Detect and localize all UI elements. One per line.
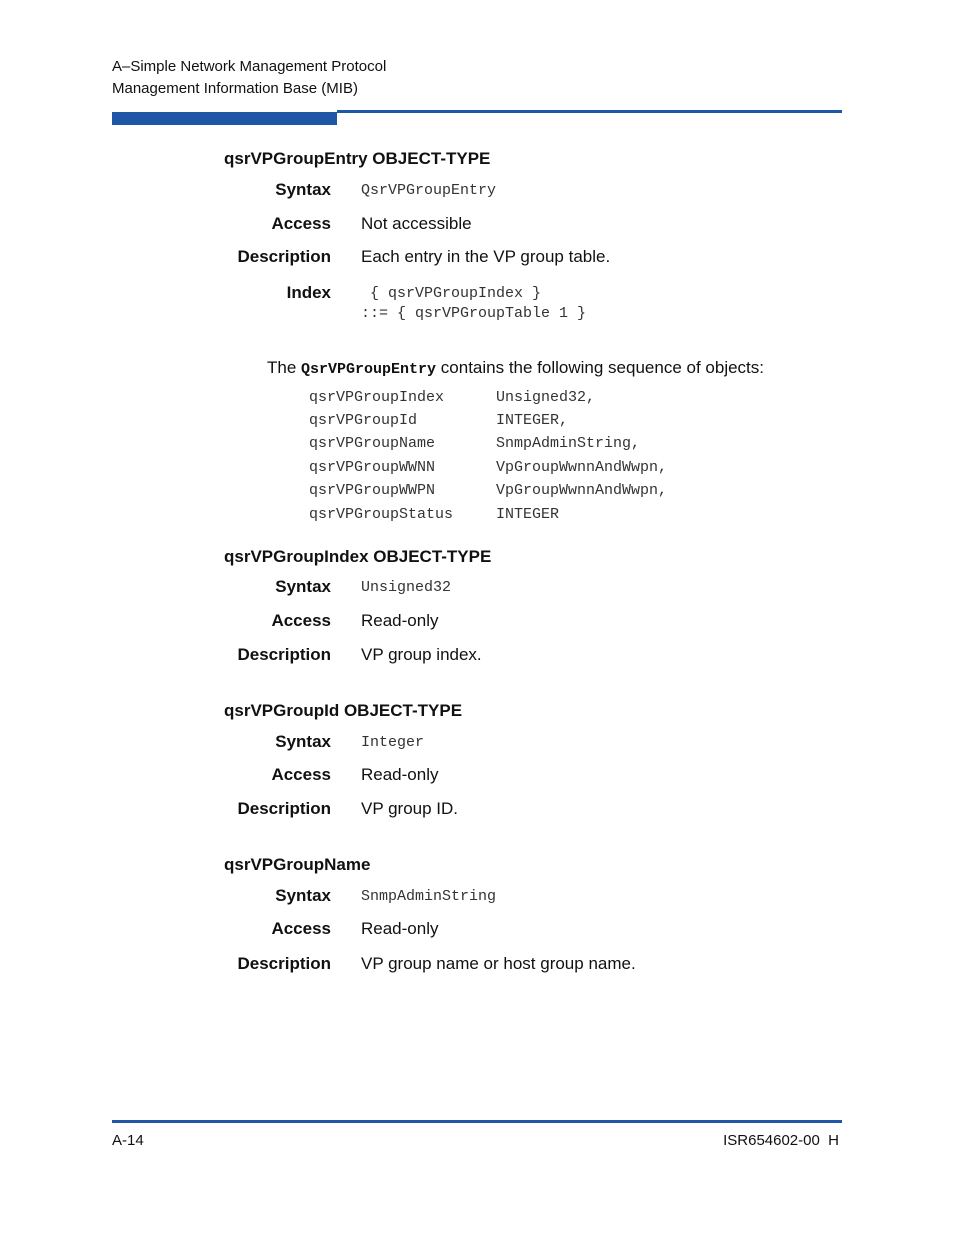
syntax-value: Unsigned32: [361, 579, 452, 596]
syntax-value: Integer: [361, 734, 425, 751]
footer-rule: [112, 1120, 842, 1123]
access-label: Access: [271, 765, 331, 784]
sequence-item-type: SnmpAdminString,: [496, 435, 641, 452]
sequence-intro: [267, 358, 764, 380]
description-label: Description: [237, 799, 331, 818]
running-header-section: Management Information Base (MIB): [112, 80, 358, 97]
section-title-vpgroupname: qsrVPGroupName: [224, 855, 371, 874]
header-rule: [337, 110, 842, 113]
access-value: Read-only: [361, 919, 439, 938]
syntax-label: Syntax: [275, 577, 331, 596]
sequence-item-name: qsrVPGroupName: [309, 435, 436, 452]
description-value: VP group index.: [361, 645, 482, 664]
sequence-item-name: qsrVPGroupWWNN: [309, 459, 436, 476]
page-number: A-14: [112, 1132, 144, 1149]
syntax-label: Syntax: [275, 886, 331, 905]
syntax-label: Syntax: [275, 732, 331, 751]
access-label: Access: [271, 214, 331, 233]
index-value-line1: { qsrVPGroupIndex }: [361, 285, 542, 302]
running-header-chapter: A–Simple Network Management Protocol: [112, 58, 387, 75]
description-label: Description: [237, 247, 331, 266]
description-label: Description: [237, 954, 331, 973]
sequence-item-type: VpGroupWwnnAndWwpn,: [496, 482, 668, 499]
intro-prefix: The: [267, 358, 302, 377]
index-value-line2: ::= { qsrVPGroupTable 1 }: [361, 305, 587, 322]
document-id: ISR654602-00 H: [723, 1132, 839, 1149]
access-value: Read-only: [361, 611, 439, 630]
sequence-item-name: qsrVPGroupWWPN: [309, 482, 436, 499]
syntax-label: Syntax: [275, 180, 331, 199]
description-value: Each entry in the VP group table.: [361, 247, 611, 266]
section-title-vpgroupid: qsrVPGroupId OBJECT-TYPE: [224, 701, 463, 720]
access-label: Access: [271, 919, 331, 938]
sequence-item-name: qsrVPGroupIndex: [309, 389, 445, 406]
sequence-item-type: Unsigned32,: [496, 389, 596, 406]
section-title-vpgroupindex: qsrVPGroupIndex OBJECT-TYPE: [224, 547, 492, 566]
sequence-item-type: INTEGER,: [496, 412, 569, 429]
intro-suffix: contains the following sequence of objects:: [436, 358, 764, 377]
sequence-item-name: qsrVPGroupStatus: [309, 506, 454, 523]
description-value: VP group name or host group name.: [361, 954, 636, 973]
intro-code: QsrVPGroupEntry: [301, 361, 437, 378]
sequence-item-type: INTEGER: [496, 506, 560, 523]
description-value: VP group ID.: [361, 799, 459, 818]
sequence-item-type: VpGroupWwnnAndWwpn,: [496, 459, 668, 476]
description-label: Description: [237, 645, 331, 664]
access-label: Access: [271, 611, 331, 630]
access-value: Not accessible: [361, 214, 472, 233]
syntax-value: SnmpAdminString: [361, 888, 497, 905]
access-value: Read-only: [361, 765, 439, 784]
index-label: Index: [286, 283, 331, 302]
syntax-value: QsrVPGroupEntry: [361, 182, 497, 199]
sequence-item-name: qsrVPGroupId: [309, 412, 418, 429]
header-accent-bar: [112, 112, 337, 125]
section-title-vpgroupentry: qsrVPGroupEntry OBJECT-TYPE: [224, 149, 491, 168]
